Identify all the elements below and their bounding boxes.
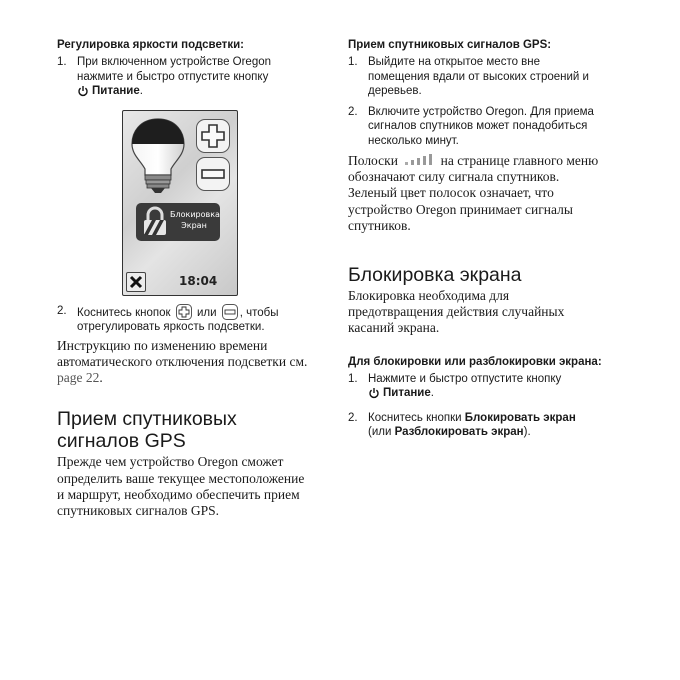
step-number: 2. xyxy=(348,411,358,424)
minus-button-icon xyxy=(222,304,238,320)
brightness-step-2 xyxy=(57,304,312,335)
lock-screen-button[interactable] xyxy=(136,203,220,241)
close-icon xyxy=(127,273,145,291)
gps-section-body: Прежде чем устройство Oregon сможет определить ваше текущее местоположение и маршрут, необходимо обеспечить прием спутниковых сигналов GPS. xyxy=(57,454,305,518)
device-screen-illustration xyxy=(122,110,238,296)
step-text: Нажмите и быстро отпустите кнопку xyxy=(368,372,562,385)
plus-icon xyxy=(197,120,229,152)
step-number: 1. xyxy=(348,372,358,385)
minus-icon xyxy=(197,158,229,190)
power-icon xyxy=(368,387,380,399)
left-column xyxy=(57,38,312,519)
step-number: 1. xyxy=(57,56,67,68)
power-icon xyxy=(77,85,89,97)
step-text: Включите устройство Oregon. Для приема сигналов спутников может понадобиться несколько минут. xyxy=(368,105,594,147)
step-text-or: или xyxy=(196,306,217,319)
brightness-down-button[interactable] xyxy=(196,157,230,191)
step-text-after: , чтобы отрегулировать яркость подсветки. xyxy=(77,306,279,334)
step-number: 2. xyxy=(57,304,67,317)
lock-button-label-2: Экран xyxy=(181,220,207,230)
lock-screen-title: Блокировка экрана xyxy=(348,264,522,287)
clock-time: 18:04 xyxy=(179,273,218,288)
lock-step-2: 2. Коснитесь кнопки Блокировать экран (или Разблокировать экран). xyxy=(348,411,576,439)
signal-bars-paragraph: Полоски на странице главного меню обозначают силу сигнала спутников. Зеленый цвет полосок означает, что устройство Oregon принимает сигналы спутников. xyxy=(348,153,599,233)
brightness-up-button[interactable] xyxy=(196,119,230,153)
power-button-label: Питание xyxy=(92,85,140,97)
power-button-label: Питание xyxy=(383,387,431,400)
lightbulb-icon xyxy=(129,117,187,197)
brightness-step-1: 1. При включенном устройстве Oregon нажмите и быстро отпустите кнопку Питание . xyxy=(57,55,312,102)
close-button[interactable] xyxy=(126,272,146,292)
gps-heading: Прием спутниковых сигналов GPS: xyxy=(348,39,552,51)
unlock-screen-button-label: Разблокировать экран xyxy=(394,426,524,439)
lock-step-1: 1. Нажмите и быстро отпустите кнопку Питание . xyxy=(348,372,603,404)
lock-button-label-1: Блокировка xyxy=(170,209,220,219)
plus-button-icon xyxy=(176,304,192,320)
lock-screen-body: Блокировка необходима для предотвращения действия случайных касаний экрана. xyxy=(348,288,565,336)
signal-bars-icon xyxy=(404,154,434,165)
step-text: При включенном устройстве Oregon нажмите и быстро отпустите кнопку xyxy=(77,56,272,83)
gps-step-2 xyxy=(348,105,603,149)
step-number: 2. xyxy=(348,105,358,118)
lock-icon xyxy=(140,205,170,239)
right-column xyxy=(348,38,603,440)
backlight-instruction: Инструкцию по изменению времени автоматического отключения подсветки см. page 22. xyxy=(57,337,308,386)
gps-section-title: Прием спутниковых сигналов GPS xyxy=(57,408,237,453)
lock-screen-button-label: Блокировать экран xyxy=(464,411,576,424)
brightness-heading: Регулировка яркости подсветки: xyxy=(57,39,244,51)
step-number: 1. xyxy=(348,56,358,68)
page-reference-link[interactable]: page 22 xyxy=(57,370,100,386)
lock-sub-heading: Для блокировки или разблокировки экрана: xyxy=(348,355,602,368)
step-text: Выйдите на открытое место вне помещения вдали от высоких строений и деревьев. xyxy=(368,56,589,97)
gps-step-1 xyxy=(348,55,603,99)
step-text-before: Коснитесь кнопок xyxy=(77,306,171,319)
